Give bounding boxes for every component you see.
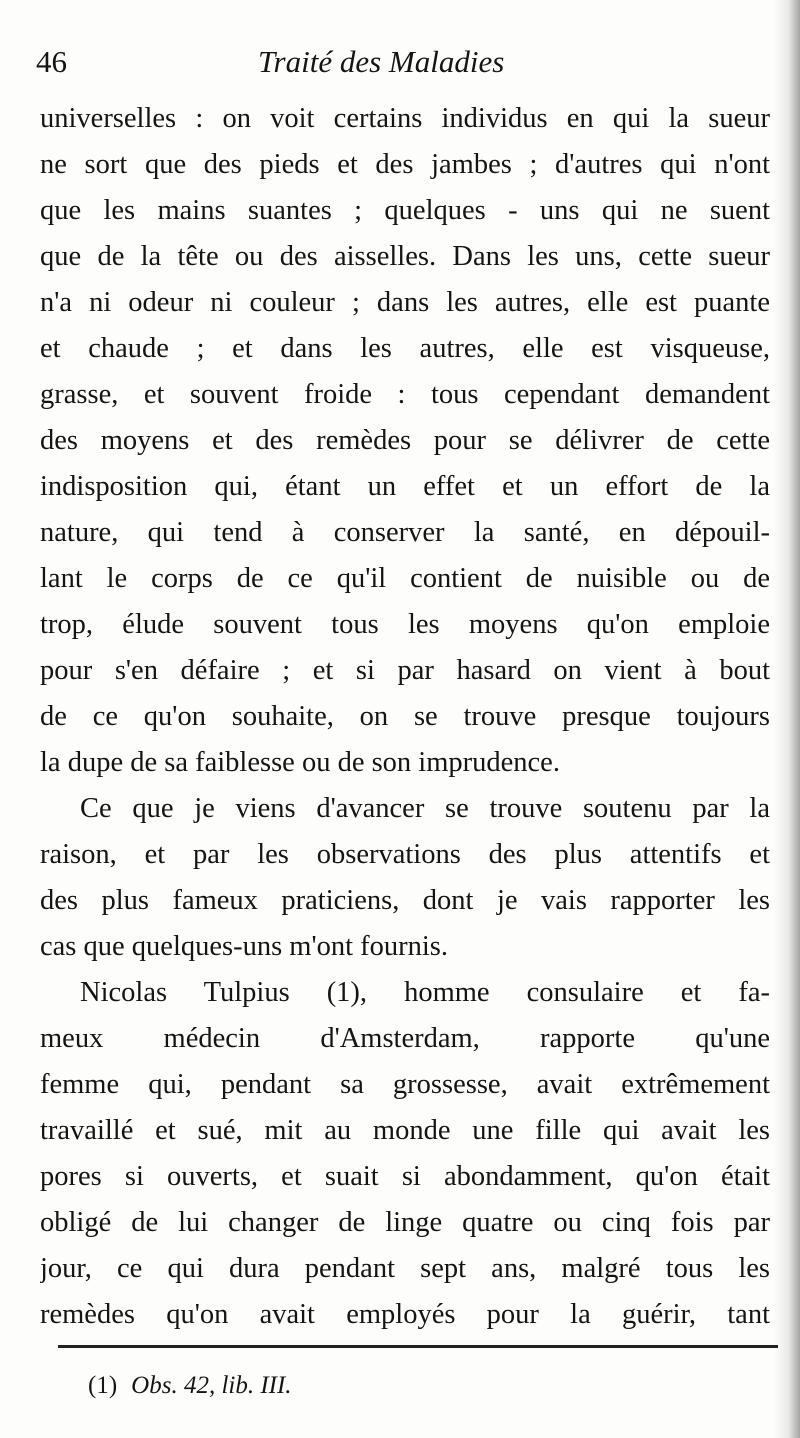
text-line: des plus fameux praticiens, dont je vais rapporter les [40,885,770,916]
text-line: cas que quelques-uns m'ont fournis. [40,931,449,962]
running-title: Traité des Maladies [258,44,505,79]
text-line: universelles : on voit certains individus en qui la sueur [40,103,770,134]
text-line: nature, qui tend à conserver la santé, en dépouil- [40,517,770,548]
page-header [36,40,776,84]
paragraph-start-line: Nicolas Tulpius (1), homme consulaire et fa- [80,977,770,1008]
body-text [40,96,770,1338]
text-line: des moyens et des remèdes pour se délivrer de cette [40,425,770,456]
text-line: raison, et par les observations des plus attentifs et [40,839,770,870]
text-line: lant le corps de ce qu'il contient de nuisible ou de [40,563,770,594]
text-line: que de la tête ou des aisselles. Dans les uns, cette sueur [40,241,770,272]
text-line: grasse, et souvent froide : tous cependant demandent [40,379,770,410]
footnote-ref: (1) [88,1372,118,1399]
footnote-rule [58,1345,778,1348]
text-line: pour s'en défaire ; et si par hasard on vient à bout [40,655,770,686]
text-line: et chaude ; et dans les autres, elle est visqueuse, [40,333,770,364]
text-line: trop, élude souvent tous les moyens qu'on emploie [40,609,770,640]
text-line: remèdes qu'on avait employés pour la guérir, tant [40,1299,770,1330]
text-line: obligé de lui changer de linge quatre ou cinq fois par [40,1207,770,1238]
page-number: 46 [36,44,67,79]
text-line: la dupe de sa faiblesse ou de son imprudence. [40,747,560,778]
text-line: indisposition qui, étant un effet et un effort de la [40,471,770,502]
text-line: femme qui, pendant sa grossesse, avait extrêmement [40,1069,770,1100]
text-line: n'a ni odeur ni couleur ; dans les autres, elle est puante [40,287,770,318]
footnote [88,1368,292,1404]
text-line: meux médecin d'Amsterdam, rapporte qu'une [40,1023,770,1054]
text-line: travaillé et sué, mit au monde une fille qui avait les [40,1115,770,1146]
text-line: ne sort que des pieds et des jambes ; d'autres qui n'ont [40,149,770,180]
text-line: de ce qu'on souhaite, on se trouve presque toujours [40,701,770,732]
footnote-text: Obs. 42, lib. III. [131,1372,292,1399]
page-edge-shadow [774,0,800,1438]
paragraph-start-line: Ce que je viens d'avancer se trouve soutenu par la [80,793,770,824]
text-line: que les mains suantes ; quelques - uns qui ne suent [40,195,770,226]
text-line: jour, ce qui dura pendant sept ans, malgré tous les [40,1253,770,1284]
text-line: pores si ouverts, et suait si abondamment, qu'on était [40,1161,770,1192]
